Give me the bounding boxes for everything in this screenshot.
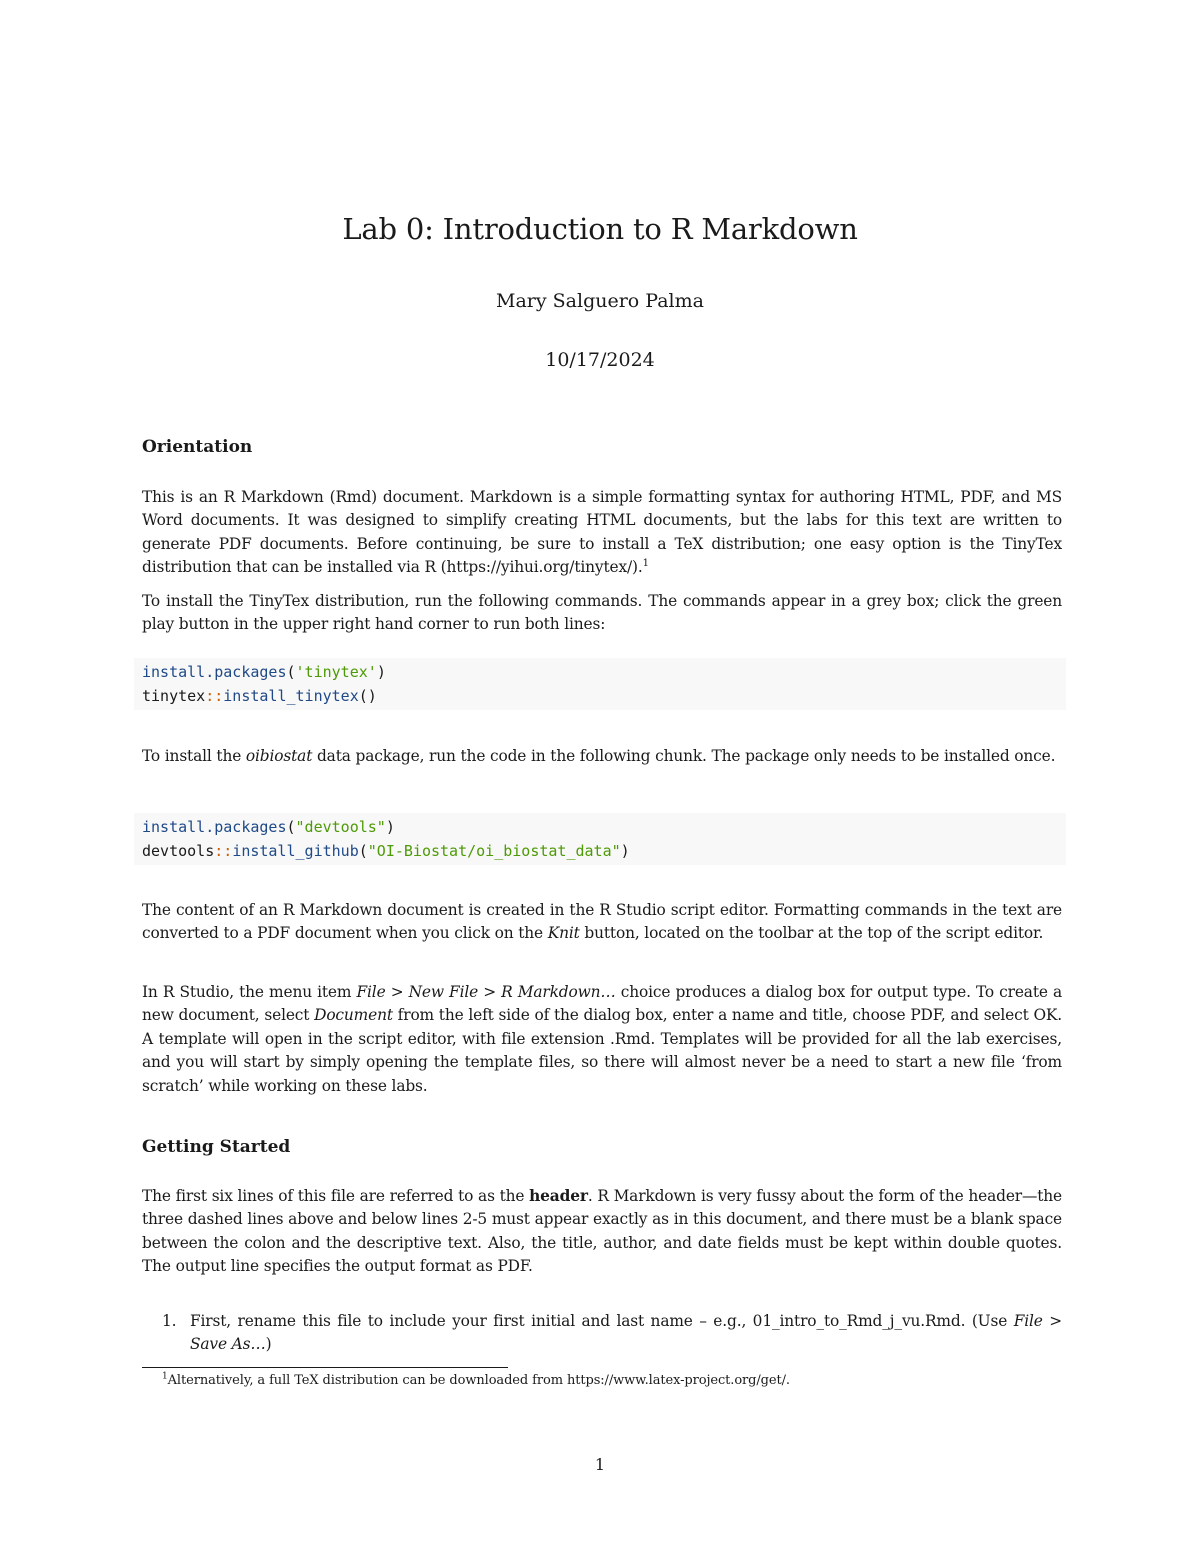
code-paren: ) [620, 842, 630, 860]
document-title: Lab 0: Introduction to R Markdown [342, 212, 858, 246]
footnote-mark[interactable]: 1 [642, 558, 649, 570]
code-operator: :: [205, 687, 224, 705]
paragraph-text: choice produces a dialog box for output type. To create a new document, select [142, 983, 1063, 1025]
list-text [190, 1310, 1062, 1357]
paragraph-install-oibiostat [142, 745, 1062, 768]
document-term: Document [314, 1006, 393, 1025]
document-date: 10/17/2024 [545, 349, 655, 371]
page-number: 1 [594, 1455, 606, 1474]
header-term: header [529, 1187, 588, 1205]
list-item [162, 1310, 1062, 1358]
code-chunk-tinytex[interactable] [134, 658, 1066, 710]
footnote-text: Alternatively, a full TeX distribution can be downloaded from https://www.latex-project.org/get/. [167, 1373, 790, 1388]
paragraph-text: The content of an R Markdown document is created in the R Studio script editor. Formatting commands in the text are converted to a PDF document when you click on the [142, 901, 1062, 943]
code-string: 'tinytex' [295, 663, 377, 681]
code-paren: ( [286, 663, 296, 681]
code-string: "OI-Biostat/oi_biostat_data" [367, 842, 621, 860]
code-package: tinytex [142, 687, 206, 705]
paragraph-text: . R Markdown is very fussy about the form of the header—the three dashed lines above and below lines 2-5 must appear exactly as in this document, and there must be a blank space between the colon and the descriptive text. Also, the title, author, and date fields must be kept within double quotes. The output line specifies the output format as PDF. [142, 1187, 1062, 1276]
paragraph-rmd-intro [142, 486, 1062, 580]
paragraph-text: This is an R Markdown (Rmd) document. Markdown is a simple formatting syntax for authoring HTML, PDF, and MS Word documents. It was designed to simplify creating HTML documents, but the labs for this text are written to generate PDF documents. Before continuing, be sure to install a TeX distribution; one easy option is the TinyTex distribution that can be installed via R (https://yihui.org/tinytex/). [142, 488, 1062, 577]
paragraph-install-tinytex [142, 590, 1062, 637]
code-operator: :: [214, 842, 233, 860]
code-paren: ) [376, 663, 386, 681]
menu-path: File > Save As… [190, 1312, 1062, 1354]
footnote-divider [142, 1367, 508, 1368]
section-heading-getting-started: Getting Started [142, 1137, 291, 1157]
code-function: install_tinytex [223, 687, 359, 705]
paragraph-text: The first six lines of this file are referred to as the [142, 1187, 530, 1205]
paragraph-text: In R Studio, the menu item [142, 983, 357, 1001]
paragraph-text: data package, run the code in the following chunk. The package only needs to be installed once. [312, 747, 1056, 765]
code-package: devtools [142, 842, 215, 860]
paragraph-script-editor [142, 899, 1062, 946]
paragraph-text: button, located on the toolbar at the top of the script editor. [579, 924, 1044, 943]
package-name: oibiostat [245, 747, 313, 765]
paragraph-text: To install the TinyTex distribution, run the following commands. The commands appear in a grey box; click the green play button in the upper right hand corner to run both lines: [142, 592, 1062, 634]
code-function: install_github [232, 842, 359, 860]
code-chunk-devtools[interactable] [134, 813, 1066, 865]
knit-term: Knit [547, 924, 580, 943]
list-number: 1. [162, 1312, 177, 1330]
list-text-part: First, rename this file to include your first initial and last name – e.g., 01_intro_to_Rmd_j_vu.Rmd. (Use [190, 1312, 1014, 1330]
list-text-part: ) [265, 1335, 272, 1354]
paragraph-header [142, 1185, 1062, 1279]
section-heading-orientation: Orientation [142, 437, 253, 457]
code-function: install.packages [142, 663, 287, 681]
paragraph-new-file [142, 981, 1062, 1098]
paragraph-text: To install the [142, 747, 246, 765]
menu-path: File > New File > R Markdown… [356, 983, 616, 1001]
code-paren: ) [385, 818, 395, 836]
document-author: Mary Salguero Palma [496, 290, 704, 312]
code-function: install.packages [142, 818, 287, 836]
footnote-mark: 1 [162, 1371, 168, 1382]
paragraph-text: from the left side of the dialog box, enter a name and title, choose PDF, and select OK. A template will open in the script editor, with file extension .Rmd. Templates will be provided for all the lab exercises, and you will start by simply opening the template files, so there will almost never be a need to start a new file ‘from scratch’ while working on these labs. [142, 1006, 1063, 1095]
code-paren: ( [358, 842, 368, 860]
code-args: () [358, 687, 377, 705]
code-string: "devtools" [295, 818, 386, 836]
code-paren: ( [286, 818, 296, 836]
footnote [162, 1372, 790, 1390]
